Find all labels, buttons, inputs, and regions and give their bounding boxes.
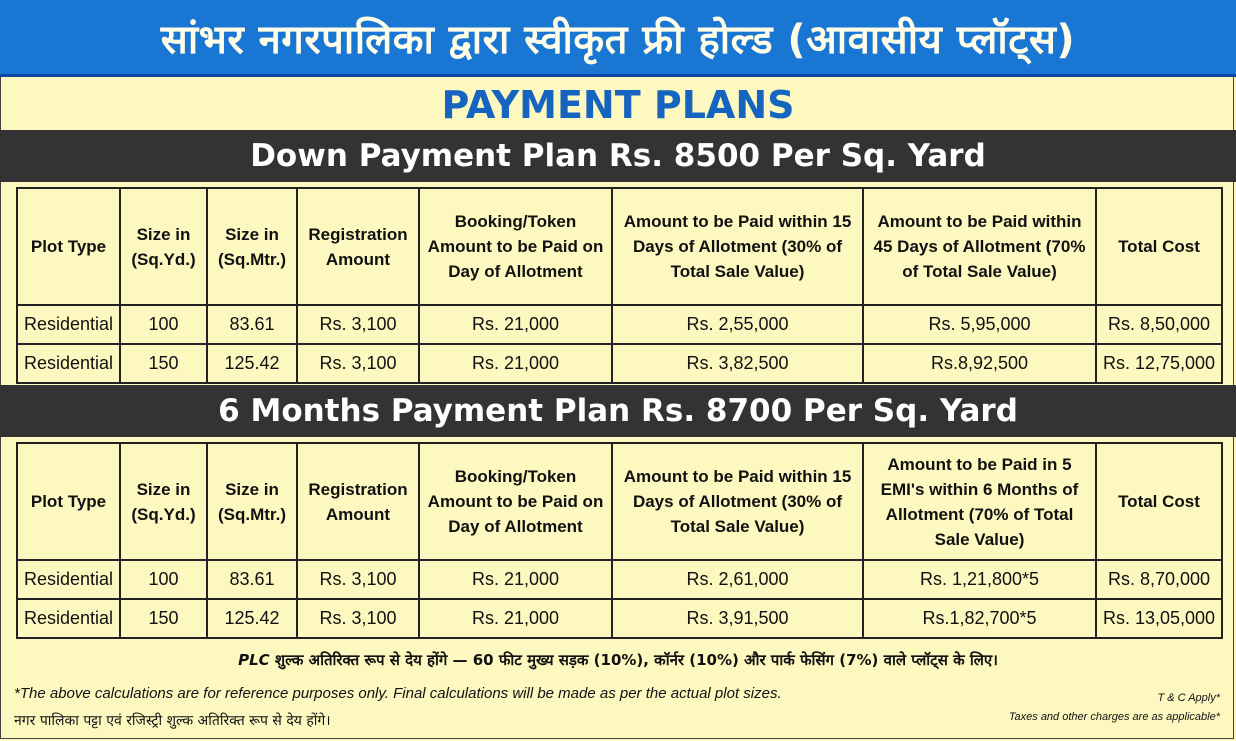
calculation-disclaimer: *The above calculations are for reference purposes only. Final calculations will be made as per the actual plot sizes.: [14, 685, 782, 702]
cell-registration: Rs. 3,100: [297, 599, 419, 638]
cell-booking: Rs. 21,000: [419, 599, 612, 638]
col-size-sqyd: Size in (Sq.Yd.): [120, 443, 207, 560]
cell-total-cost: Rs. 12,75,000: [1096, 344, 1222, 383]
col-plot-type: Plot Type: [17, 443, 120, 560]
plan-banner-6-months: [0, 385, 1236, 437]
plc-prefix: PLC: [238, 651, 270, 669]
cell-size-sqyd: 100: [120, 305, 207, 344]
col-15-days: Amount to be Paid within 15 Days of Allotment (30% of Total Sale Value): [612, 443, 863, 560]
cell-total-cost: Rs. 8,70,000: [1096, 560, 1222, 599]
payment-plans-heading: [0, 80, 1236, 130]
cell-booking: Rs. 21,000: [419, 560, 612, 599]
plan-banner-text: 6 Months Payment Plan Rs. 8700 Per Sq. Yard: [218, 393, 1018, 429]
cell-booking: Rs. 21,000: [419, 344, 612, 383]
cell-total-cost: Rs. 13,05,000: [1096, 599, 1222, 638]
cell-registration: Rs. 3,100: [297, 305, 419, 344]
col-plot-type: Plot Type: [17, 188, 120, 305]
cell-size-sqmtr: 125.42: [207, 599, 297, 638]
cell-total-cost: Rs. 8,50,000: [1096, 305, 1222, 344]
cell-size-sqyd: 150: [120, 599, 207, 638]
taxes-note: Taxes and other charges are as applicable*: [1008, 711, 1220, 723]
cell-size-sqmtr: 83.61: [207, 560, 297, 599]
col-15-days: Amount to be Paid within 15 Days of Allotment (30% of Total Sale Value): [612, 188, 863, 305]
cell-plot-type: Residential: [17, 344, 120, 383]
col-total-cost: Total Cost: [1096, 188, 1222, 305]
col-size-sqyd: Size in (Sq.Yd.): [120, 188, 207, 305]
title-banner: [0, 0, 1236, 77]
col-total-cost: Total Cost: [1096, 443, 1222, 560]
cell-plot-type: Residential: [17, 599, 120, 638]
col-size-sqmtr: Size in (Sq.Mtr.): [207, 188, 297, 305]
col-emi: Amount to be Paid in 5 EMI's within 6 Months of Allotment (70% of Total Sale Value): [863, 443, 1096, 560]
table-row: [17, 305, 1222, 344]
six-month-table: [16, 442, 1223, 639]
cell-booking: Rs. 21,000: [419, 305, 612, 344]
down-payment-table: [16, 187, 1223, 384]
table-header-row: [17, 188, 1222, 305]
cell-emi: Rs.1,82,700*5: [863, 599, 1096, 638]
cell-15-days: Rs. 3,82,500: [612, 344, 863, 383]
cell-15-days: Rs. 2,55,000: [612, 305, 863, 344]
cell-registration: Rs. 3,100: [297, 560, 419, 599]
cell-emi: Rs. 1,21,800*5: [863, 560, 1096, 599]
cell-size-sqyd: 150: [120, 344, 207, 383]
table-row: [17, 599, 1222, 638]
col-registration: Registration Amount: [297, 443, 419, 560]
cell-plot-type: Residential: [17, 305, 120, 344]
plan-banner-text: Down Payment Plan Rs. 8500 Per Sq. Yard: [250, 138, 986, 174]
cell-size-sqmtr: 125.42: [207, 344, 297, 383]
table-row: [17, 344, 1222, 383]
cell-45-days: Rs.8,92,500: [863, 344, 1096, 383]
cell-15-days: Rs. 2,61,000: [612, 560, 863, 599]
col-booking: Booking/Token Amount to be Paid on Day of Allotment: [419, 188, 612, 305]
cell-45-days: Rs. 5,95,000: [863, 305, 1096, 344]
col-booking: Booking/Token Amount to be Paid on Day of Allotment: [419, 443, 612, 560]
plan-banner-down-payment: [0, 130, 1236, 182]
plc-text: शुल्क अतिरिक्त रूप से देय होंगे — 60 फीट मुख्य सड़क (10%), कॉर्नर (10%) और पार्क फेसिंग (7%) वाले प्लॉट्स के लिए।: [274, 651, 998, 669]
cell-15-days: Rs. 3,91,500: [612, 599, 863, 638]
plc-note: [0, 647, 1236, 673]
cell-size-sqyd: 100: [120, 560, 207, 599]
heading-text: PAYMENT PLANS: [441, 83, 795, 127]
page-title: सांभर नगरपालिका द्वारा स्वीकृत फ्री होल्ड (आवासीय प्लॉट्स): [160, 16, 1076, 63]
cell-plot-type: Residential: [17, 560, 120, 599]
table-row: [17, 560, 1222, 599]
col-45-days: Amount to be Paid within 45 Days of Allotment (70% of Total Sale Value): [863, 188, 1096, 305]
terms-apply-note: T & C Apply*: [1157, 692, 1220, 704]
col-registration: Registration Amount: [297, 188, 419, 305]
col-size-sqmtr: Size in (Sq.Mtr.): [207, 443, 297, 560]
cell-registration: Rs. 3,100: [297, 344, 419, 383]
table-header-row: [17, 443, 1222, 560]
cell-size-sqmtr: 83.61: [207, 305, 297, 344]
registry-fee-note: नगर पालिका पट्टा एवं रजिस्ट्री शुल्क अतिरिक्त रूप से देय होंगे।: [14, 713, 331, 729]
